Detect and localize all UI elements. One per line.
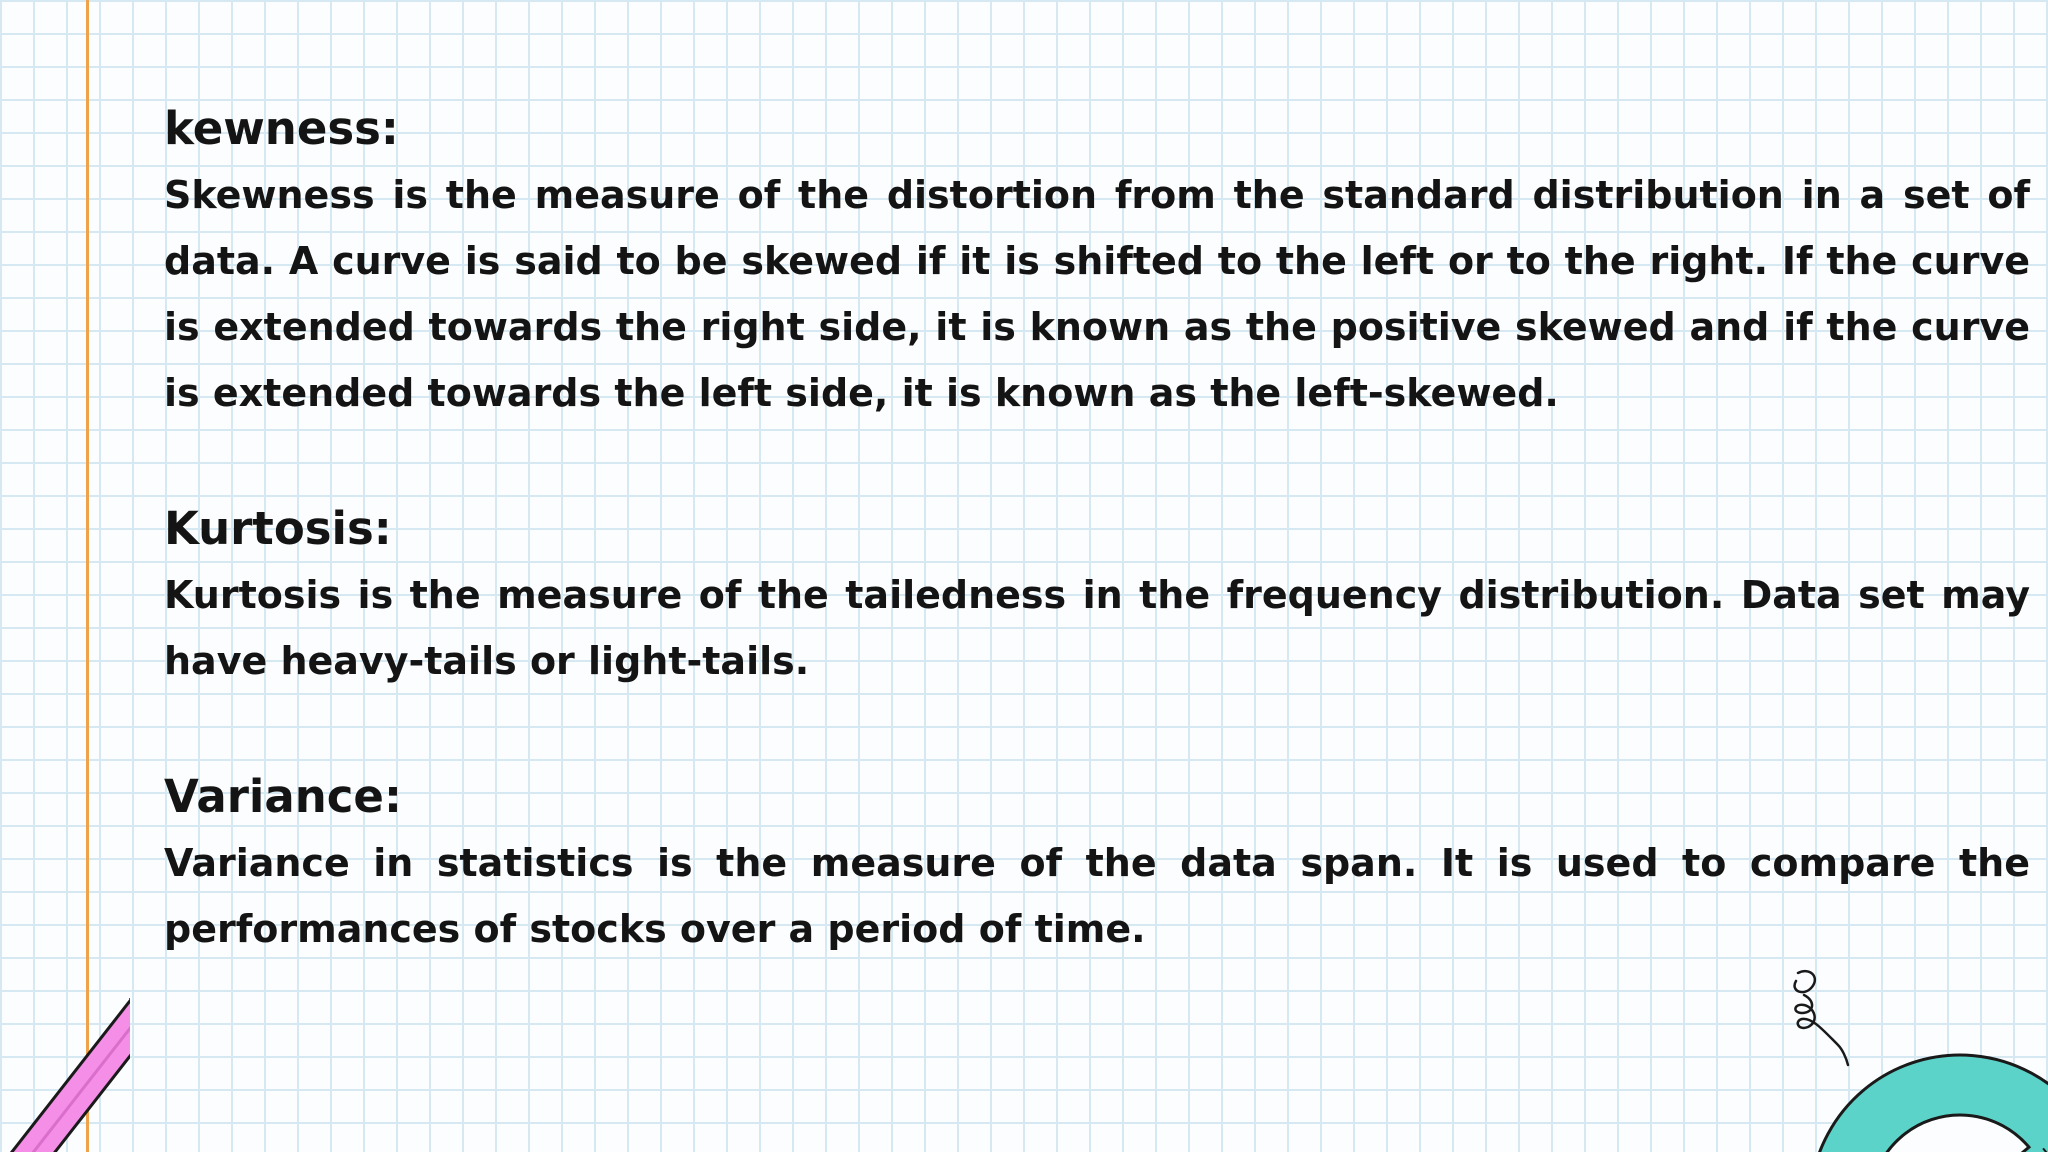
section-body-kurtosis: Kurtosis is the measure of the tailedness in the frequency distribution. Data set may have heavy-tails or light-tails. xyxy=(164,573,2030,683)
section-title-kurtosis: Kurtosis: xyxy=(164,502,392,555)
section-body-variance: Variance in statistics is the measure of the data span. It is used to compare the performances of stocks over a period of time. xyxy=(164,841,2030,951)
section-skewness xyxy=(164,96,2030,426)
section-kurtosis xyxy=(164,496,2030,694)
section-title-variance: Variance: xyxy=(164,770,402,823)
section-variance xyxy=(164,764,2030,962)
pencil-icon xyxy=(0,970,130,1152)
protractor-icon xyxy=(1790,990,2048,1152)
section-title-skewness: kewness: xyxy=(164,102,399,155)
notes-content xyxy=(164,96,2030,962)
section-body-skewness: Skewness is the measure of the distortion from the standard distribution in a set of data. A curve is said to be skewed if it is shifted to the left or to the right. If the curve is extended towards the right side, it is known as the positive skewed and if the curve is extended towards the left side, it is known as the left-skewed. xyxy=(164,173,2030,415)
